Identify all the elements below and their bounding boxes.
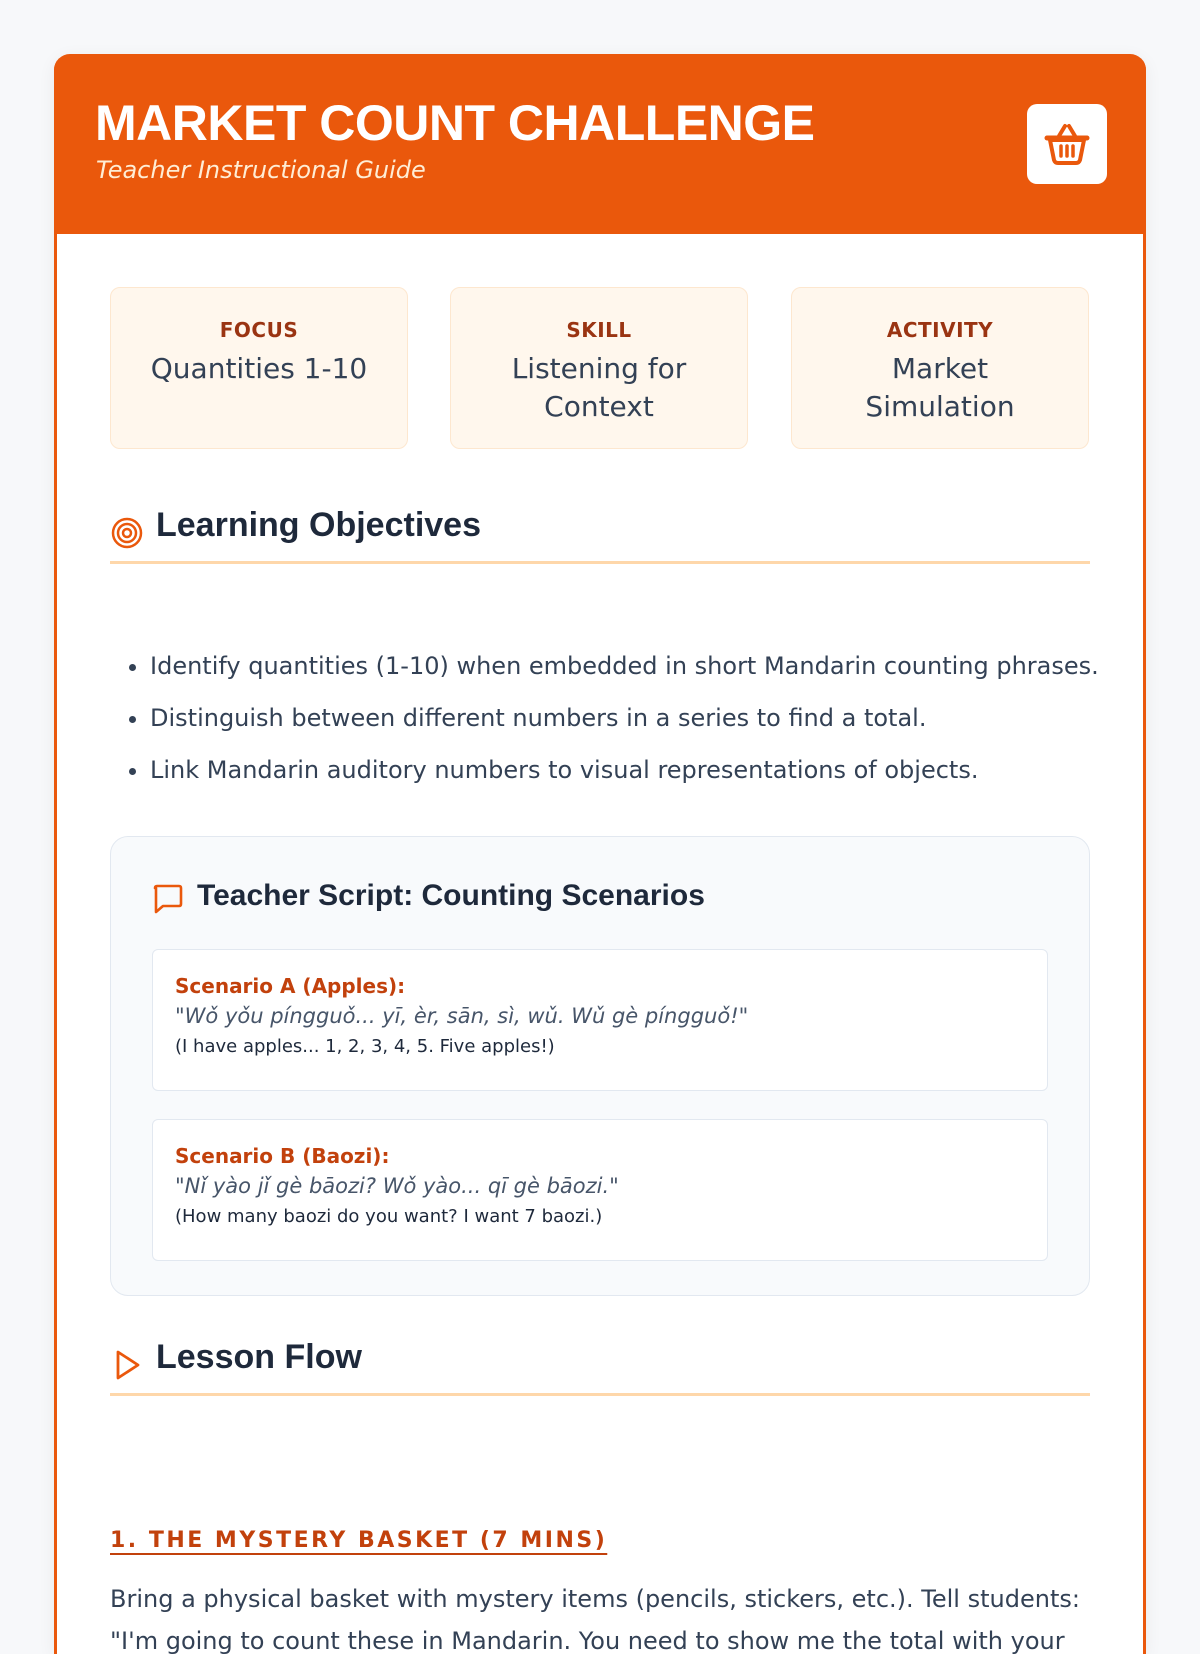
lesson-flow-header	[110, 1338, 1090, 1396]
speech-bubble-icon	[151, 883, 185, 915]
lesson-flow-title: Lesson Flow	[156, 1338, 362, 1376]
meta-activity	[791, 287, 1089, 449]
objectives-header	[110, 506, 1090, 564]
scenario-card	[152, 1119, 1048, 1261]
scenario-phrase: "Wǒ yǒu píngguǒ... yī, èr, sān, sì, wǔ. Wǔ gè píngguǒ!"	[175, 1004, 749, 1028]
script-title: Teacher Script: Counting Scenarios	[197, 879, 705, 912]
meta-value: Listening for Context	[511, 352, 687, 423]
meta-focus	[110, 287, 408, 449]
list-item: • Link Mandarin auditory numbers to visual representations of objects.	[150, 750, 1110, 790]
teacher-script-panel	[110, 836, 1090, 1296]
objectives-list	[110, 646, 1110, 802]
objectives-title: Learning Objectives	[156, 506, 481, 544]
step-text: Bring a physical basket with mystery items (pencils, stickers, etc.). Tell students: "I'm going to count these in Mandarin. You need to show me the total with your	[110, 1585, 1080, 1654]
list-item: • Identify quantities (1-10) when embedded in short Mandarin counting phrases.	[150, 646, 1110, 686]
step-heading: 1. THE MYSTERY BASKET (7 MINS)	[110, 1528, 608, 1553]
list-item: • Distinguish between different numbers in a series to find a total.	[150, 698, 1110, 738]
play-icon	[110, 1348, 144, 1382]
page-subtitle: Teacher Instructional Guide	[96, 156, 426, 184]
scenario-label: Scenario B (Baozi):	[175, 1144, 390, 1168]
scenario-phrase: "Nǐ yào jǐ gè bāozi? Wǒ yào... qī gè bāozi."	[175, 1174, 619, 1198]
meta-label: FOCUS	[219, 318, 299, 342]
scenario-label: Scenario A (Apples):	[175, 974, 406, 998]
scenario-translation: (How many baozi do you want? I want 7 baozi.)	[175, 1206, 603, 1227]
header-banner	[54, 54, 1146, 234]
basket-logo	[1027, 104, 1107, 184]
meta-value: Quantities 1-10	[150, 352, 368, 385]
meta-skill	[450, 287, 748, 449]
page-title: MARKET COUNT CHALLENGE	[95, 95, 815, 151]
meta-label: SKILL	[566, 318, 632, 342]
scenario-translation: (I have apples... 1, 2, 3, 4, 5. Five apples!)	[175, 1036, 555, 1057]
basket-icon	[1043, 122, 1091, 166]
meta-value: Market Simulation	[865, 352, 1015, 423]
meta-label: ACTIVITY	[886, 318, 994, 342]
target-icon	[110, 516, 144, 550]
scenario-card	[152, 949, 1048, 1091]
guide-card	[54, 54, 1146, 1654]
